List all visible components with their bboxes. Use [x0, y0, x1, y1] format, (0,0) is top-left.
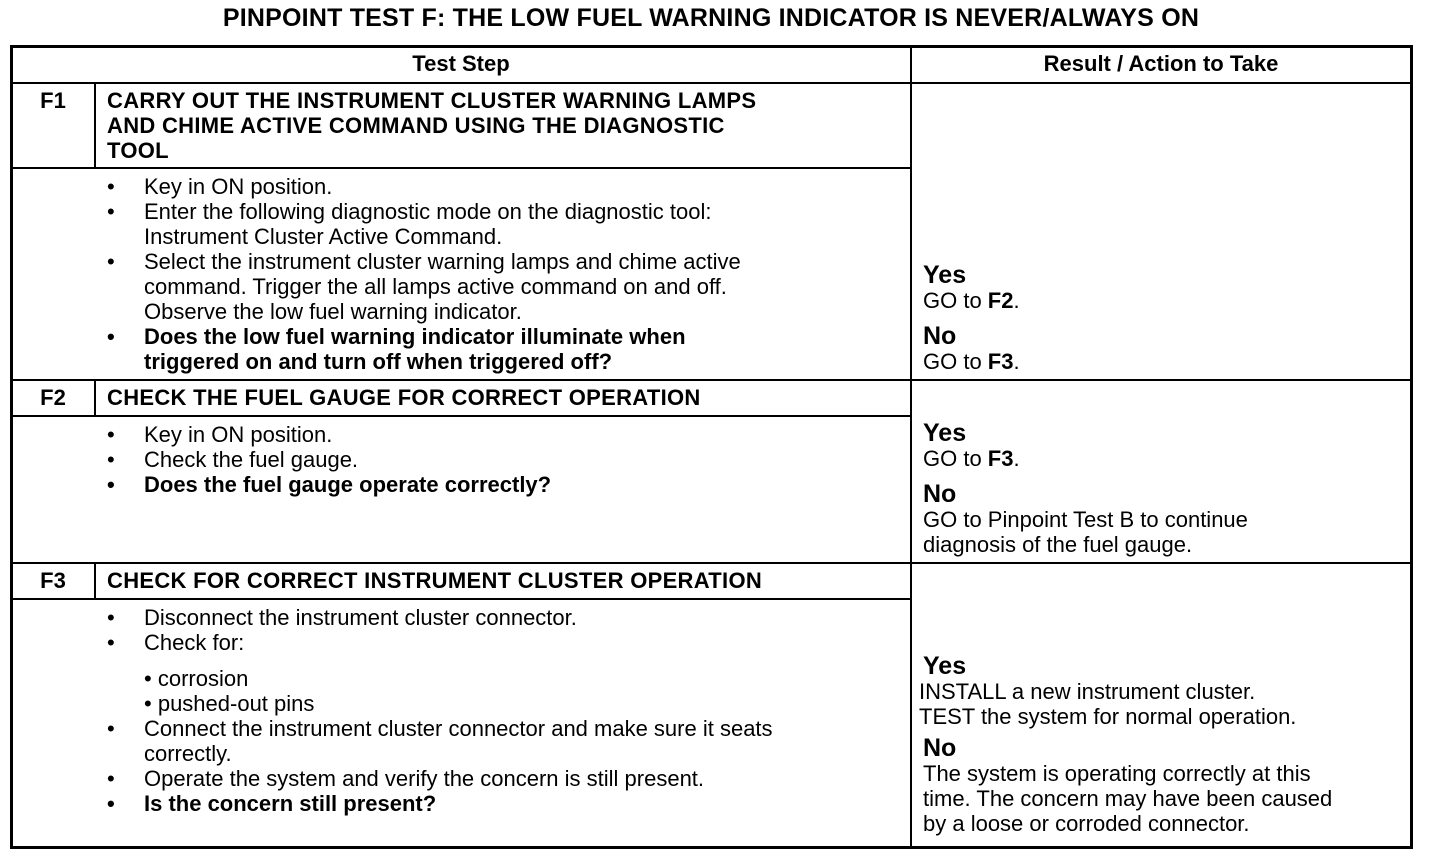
bullet-icon: • — [107, 766, 115, 791]
sublist-item: • corrosion — [144, 666, 249, 691]
step-id-f1: F1 — [40, 88, 66, 113]
go-to-step-link: F3 — [987, 349, 1014, 374]
step-title-f3: CHECK FOR CORRECT INSTRUMENT CLUSTER OPERATION — [107, 568, 763, 593]
result-yes-action: INSTALL a new instrument cluster. — [919, 679, 1256, 704]
bullet-icon: • — [107, 199, 115, 224]
bullet-icon: • — [144, 666, 152, 691]
check-sublist — [144, 666, 907, 716]
step-title-line: CARRY OUT THE INSTRUMENT CLUSTER WARNING LAMPS — [107, 88, 757, 113]
bullet-icon: • — [107, 174, 115, 199]
instruction-item: • Check the fuel gauge. — [107, 447, 359, 472]
table-border-left — [10, 45, 13, 849]
f1-title-divider — [10, 167, 912, 169]
result-no-action: time. The concern may have been caused — [923, 786, 1333, 811]
step-id-f2: F2 — [40, 385, 66, 410]
f3-title-divider — [10, 598, 912, 600]
header-result-action: Result / Action to Take — [1043, 51, 1279, 76]
bullet-icon: • — [107, 716, 115, 741]
result-yes-label: Yes — [923, 652, 967, 680]
result-yes-label: Yes — [923, 419, 967, 447]
result-no-label: No — [923, 322, 957, 350]
instruction-item: • Disconnect the instrument cluster connector. — [107, 605, 577, 630]
bullet-icon: • — [107, 605, 115, 630]
instruction-item: • Key in ON position. — [107, 422, 333, 447]
instruction-item: • Operate the system and verify the concern is still present. — [107, 766, 705, 791]
step-title-f1 — [107, 88, 907, 163]
result-yes-action: TEST the system for normal operation. — [919, 704, 1297, 729]
step-id-f3: F3 — [40, 568, 66, 593]
f1-f2-divider — [10, 379, 1413, 381]
result-f1 — [923, 262, 1403, 374]
header-divider — [10, 82, 1413, 84]
table-border-bottom — [10, 846, 1413, 849]
result-f3 — [919, 653, 1403, 836]
f2-f3-divider — [10, 562, 1413, 564]
result-yes-action: GO to F2. — [923, 288, 1020, 313]
bullet-icon: • — [107, 791, 115, 816]
step-title-f2: CHECK THE FUEL GAUGE FOR CORRECT OPERATION — [107, 385, 701, 410]
result-no-action: by a loose or corroded connector. — [923, 811, 1250, 836]
instruction-item: • Select the instrument cluster warning lamps and chime active command. Trigger the all lamps active command on and off. Observe the low fuel warning indicator. — [107, 249, 741, 324]
result-yes-label: Yes — [923, 261, 967, 289]
step-title-line: TOOL — [107, 138, 169, 163]
instruction-question: • Does the fuel gauge operate correctly? — [107, 472, 552, 497]
f2-title-divider — [10, 415, 912, 417]
f3-id-divider — [94, 562, 96, 600]
header-test-step: Test Step — [412, 51, 510, 76]
page-title: PINPOINT TEST F: THE LOW FUEL WARNING INDICATOR IS NEVER/ALWAYS ON — [222, 4, 1200, 32]
table-border-top — [10, 45, 1413, 48]
result-no-action: GO to Pinpoint Test B to continue — [923, 507, 1248, 532]
result-no-action: diagnosis of the fuel gauge. — [923, 532, 1193, 557]
bullet-icon: • — [107, 630, 115, 655]
column-divider — [910, 45, 912, 849]
step-instructions-f3 — [107, 605, 907, 816]
step-title-line: AND CHIME ACTIVE COMMAND USING THE DIAGNOSTIC — [107, 113, 725, 138]
result-no-action: The system is operating correctly at this — [923, 761, 1311, 786]
instruction-question: • Is the concern still present? — [107, 791, 437, 816]
f1-id-divider — [94, 82, 96, 169]
bullet-icon: • — [107, 472, 115, 497]
step-instructions-f2 — [107, 422, 907, 497]
result-no-action: GO to F3. — [923, 349, 1020, 374]
bullet-icon: • — [144, 691, 152, 716]
go-to-step-link: F3 — [987, 446, 1014, 471]
instruction-item: • Check for: • corrosion • pushed-out pins — [107, 630, 907, 716]
instruction-question: • Does the low fuel warning indicator illuminate when triggered on and turn off when triggered off? — [107, 324, 686, 374]
instruction-item: • Connect the instrument cluster connector and make sure it seats correctly. — [107, 716, 773, 766]
result-yes-action: GO to F3. — [923, 446, 1020, 471]
step-instructions-f1 — [107, 174, 907, 374]
go-to-step-link: F2 — [987, 288, 1014, 313]
f2-id-divider — [94, 379, 96, 417]
bullet-icon: • — [107, 422, 115, 447]
result-no-label: No — [923, 480, 957, 508]
bullet-icon: • — [107, 249, 115, 274]
bullet-icon: • — [107, 447, 115, 472]
sublist-item: • pushed-out pins — [144, 691, 315, 716]
result-f2 — [923, 420, 1403, 557]
bullet-icon: • — [107, 324, 115, 349]
instruction-item: • Enter the following diagnostic mode on the diagnostic tool: Instrument Cluster Active Command. — [107, 199, 712, 249]
result-no-label: No — [923, 734, 957, 762]
table-border-right — [1410, 45, 1413, 849]
instruction-item: • Key in ON position. — [107, 174, 333, 199]
